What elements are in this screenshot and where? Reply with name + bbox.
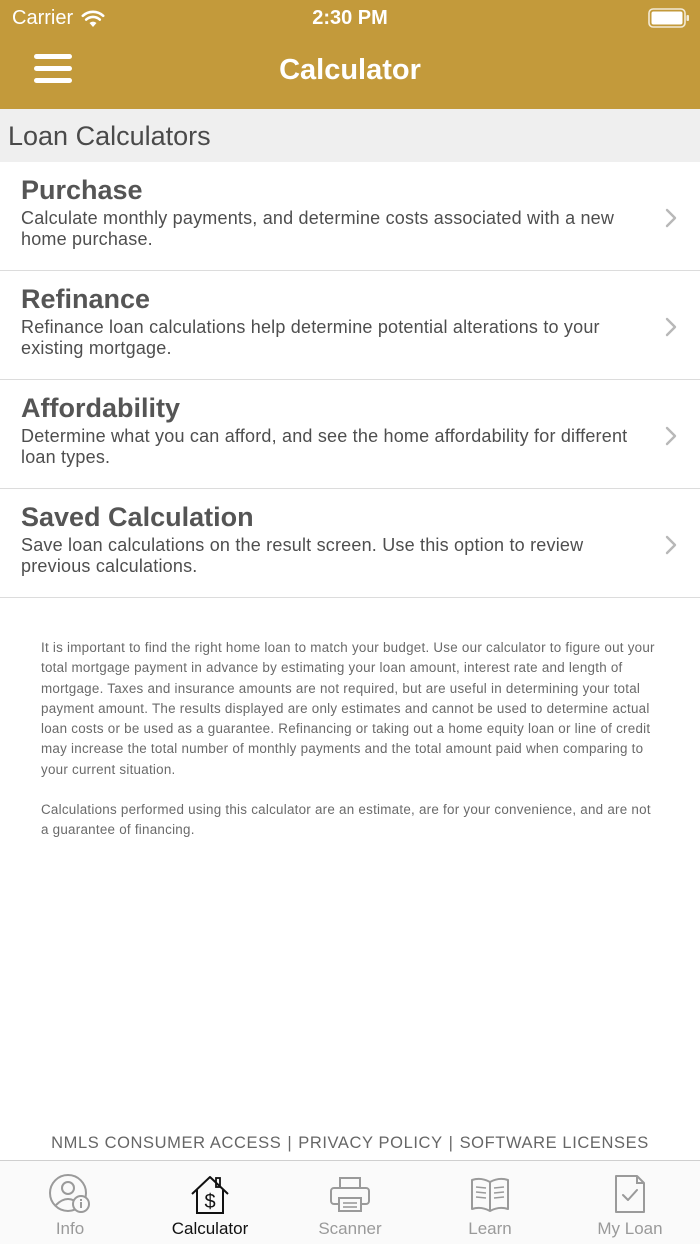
disclaimer-paragraph: Calculations performed using this calculator are an estimate, are for your convenience, and are not a guarantee of financing. <box>41 802 651 838</box>
open-book-icon <box>468 1173 512 1215</box>
chevron-right-icon <box>664 535 678 555</box>
footer-links <box>0 1134 700 1153</box>
row-title: Refinance <box>21 284 151 314</box>
calculator-row-affordability[interactable] <box>0 380 700 489</box>
tab-my-loan[interactable] <box>560 1161 700 1244</box>
link-separator: | <box>448 1134 454 1152</box>
chevron-right-icon <box>664 426 678 446</box>
calculator-row-refinance[interactable] <box>0 271 700 380</box>
tab-bar <box>0 1160 700 1244</box>
tab-label: Scanner <box>318 1219 382 1238</box>
house-dollar-icon <box>188 1173 232 1215</box>
row-description: Refinance loan calculations help determine potential alterations to your existing mortgage. <box>21 317 600 358</box>
person-info-icon <box>48 1173 92 1215</box>
tab-label: Learn <box>468 1219 512 1238</box>
nmls-consumer-access-link[interactable]: NMLS CONSUMER ACCESS <box>51 1134 282 1152</box>
disclaimer <box>41 638 661 841</box>
disclaimer-paragraph: It is important to find the right home loan to match your budget. Use our calculator to figure out your total mortgage payment in advance by estimating your loan amount, interest rate and length of mortgage. Taxes and insurance amounts are not required, but are useful in determining your total payment amount. The results displayed are only estimates and cannot be used to determine actual loan costs or be used as a guarantee. Refinancing or taking out a home equity loan or line of credit may increase the total number of monthly payments and the total amount paid when comparing to your current situation. <box>41 640 655 777</box>
calculator-list <box>0 162 700 598</box>
status-time: 2:30 PM <box>312 7 388 29</box>
page-title: Calculator <box>279 54 421 86</box>
link-separator: | <box>287 1134 293 1152</box>
section-header: Loan Calculators <box>0 109 700 162</box>
tab-label: My Loan <box>597 1219 663 1238</box>
row-description: Save loan calculations on the result screen. Use this option to review previous calculations. <box>21 535 584 576</box>
carrier-label: Carrier <box>12 7 74 29</box>
tab-learn[interactable] <box>420 1161 560 1244</box>
row-title: Purchase <box>21 175 143 205</box>
tab-calculator[interactable] <box>140 1161 280 1244</box>
printer-icon <box>328 1173 372 1215</box>
row-title: Affordability <box>21 393 180 423</box>
calculator-row-saved-calculation[interactable] <box>0 489 700 598</box>
battery-icon <box>648 8 690 28</box>
tab-label: Info <box>55 1219 85 1238</box>
tab-scanner[interactable] <box>280 1161 420 1244</box>
navigation-bar <box>0 0 700 109</box>
document-check-icon <box>608 1173 652 1215</box>
software-licenses-link[interactable]: SOFTWARE LICENSES <box>459 1134 649 1152</box>
row-description: Calculate monthly payments, and determine costs associated with a new home purchase. <box>21 208 615 249</box>
calculator-row-purchase[interactable] <box>0 162 700 271</box>
chevron-right-icon <box>664 208 678 228</box>
chevron-right-icon <box>664 317 678 337</box>
tab-info[interactable] <box>0 1161 140 1244</box>
row-description: Determine what you can afford, and see the home affordability for different loan types. <box>21 426 628 467</box>
row-title: Saved Calculation <box>21 502 254 532</box>
privacy-policy-link[interactable]: PRIVACY POLICY <box>298 1134 443 1152</box>
svg-text:$: $ <box>204 1191 216 1213</box>
tab-label: Calculator <box>171 1219 249 1238</box>
